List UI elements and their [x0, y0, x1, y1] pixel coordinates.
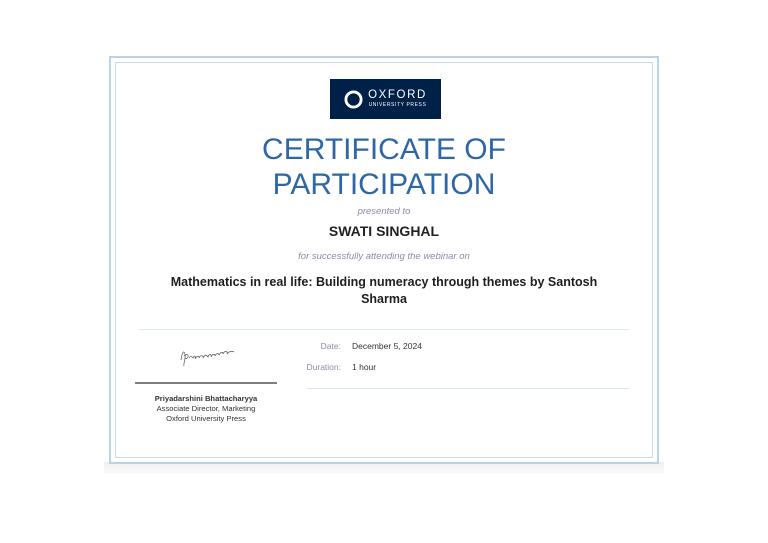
details-divider — [307, 388, 629, 389]
duration-label: Duration: — [306, 362, 341, 372]
signature-line — [135, 382, 277, 384]
recipient-name: SWATI SINGHAL — [328, 223, 440, 239]
signatory-organization: Oxford University Press — [166, 414, 246, 423]
certificate-title-line2: PARTICIPATION — [272, 168, 496, 201]
logo-wordmark — [368, 90, 427, 109]
logo-line1: OXFORD — [368, 88, 427, 101]
webinar-title: Mathematics in real life: Building numeracy through themes by Santosh Sharma — [170, 275, 598, 306]
signature-image — [177, 342, 239, 372]
date-label: Date: — [320, 341, 341, 351]
signatory-name: Priyadarshini Bhattacharyya — [154, 394, 258, 403]
oxford-emblem-icon — [344, 90, 363, 109]
oxford-logo — [330, 79, 441, 119]
duration-value: 1 hour — [352, 362, 377, 372]
certificate — [109, 56, 659, 464]
certificate-title-line1: CERTIFICATE OF — [262, 133, 506, 166]
certificate-title — [111, 132, 657, 202]
attended-text: for successfully attending the webinar on — [298, 251, 470, 262]
presented-to-text: presented to — [357, 206, 411, 217]
date-value: December 5, 2024 — [352, 341, 422, 351]
logo-line2: UNIVERSITY PRESS — [368, 102, 427, 109]
signatory-role: Associate Director, Marketing — [156, 404, 256, 413]
section-divider — [139, 329, 629, 330]
